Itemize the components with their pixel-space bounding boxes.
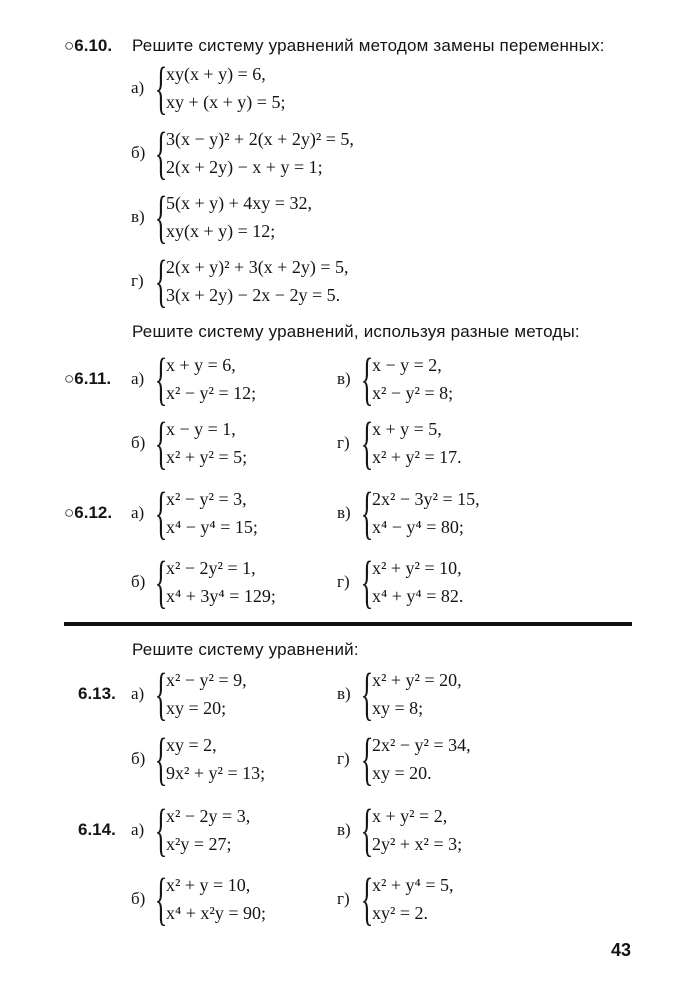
equation: x² − y² = 3, — [166, 489, 247, 509]
equation: x² − 2y = 3, — [166, 806, 251, 826]
equation: x⁴ + 3y⁴ = 129; — [166, 586, 276, 606]
brace-icon: { — [154, 55, 168, 120]
item-label: б) — [131, 889, 146, 908]
item-label: г) — [337, 749, 350, 768]
equation: x² + y² = 5; — [166, 447, 248, 467]
brace-icon: { — [360, 797, 374, 862]
brace-icon: { — [154, 661, 168, 726]
equation: x² + y² = 10, — [372, 558, 462, 578]
equation: xy(x + y) = 12; — [166, 221, 276, 241]
equation: x − y = 2, — [372, 355, 442, 375]
section-prompt: Решите систему уравнений, используя разные методы: — [132, 322, 580, 341]
brace-icon: { — [154, 410, 168, 475]
equation: x² + y = 10, — [166, 875, 251, 895]
item-label: а) — [131, 503, 145, 522]
equation: x² + y⁴ = 5, — [372, 875, 454, 895]
equation: xy + (x + y) = 5; — [166, 92, 286, 112]
equation-system — [360, 797, 463, 862]
brace-icon: { — [360, 410, 374, 475]
problem-number-6-11: ○6.11. — [64, 369, 112, 388]
equation: x⁴ + x²y = 90; — [166, 903, 266, 923]
equation: x²y = 27; — [166, 834, 232, 854]
equation: xy = 20; — [166, 698, 227, 718]
equation-system — [360, 480, 480, 545]
brace-icon: { — [154, 248, 168, 313]
equation: 2(x + 2y) − x + y = 1; — [166, 157, 323, 177]
page-number: 43 — [611, 940, 632, 960]
brace-icon: { — [154, 866, 168, 931]
equation: x² − y² = 8; — [372, 383, 454, 403]
equation: xy = 2, — [166, 735, 217, 755]
equation: 2(x + y)² + 3(x + 2y) = 5, — [166, 257, 349, 277]
item-label: в) — [337, 369, 351, 388]
equation-system — [154, 55, 286, 120]
equation-system — [154, 726, 266, 791]
equation: x⁴ − y⁴ = 80; — [372, 517, 464, 537]
brace-icon: { — [154, 797, 168, 862]
equation: 2y² + x² = 3; — [372, 834, 463, 854]
brace-icon: { — [154, 120, 168, 185]
equation-system — [154, 410, 248, 475]
problem-number-6-13: 6.13. — [78, 684, 116, 703]
equation: x + y = 6, — [166, 355, 236, 375]
equation-system — [154, 549, 276, 614]
equation: x + y² = 2, — [372, 806, 448, 826]
item-label: б) — [131, 572, 146, 591]
problem-number-6-10: ○6.10. — [64, 36, 113, 55]
equation-system — [154, 248, 349, 313]
equation-system — [360, 549, 464, 614]
item-label: б) — [131, 143, 146, 162]
item-label: г) — [337, 572, 350, 591]
problem-number-6-12: ○6.12. — [64, 503, 113, 522]
equation-system — [154, 120, 354, 185]
brace-icon: { — [154, 346, 168, 411]
brace-icon: { — [154, 184, 168, 249]
item-label: а) — [131, 820, 145, 839]
equation: x⁴ + y⁴ = 82. — [372, 586, 464, 606]
equation-system — [360, 866, 454, 931]
brace-icon: { — [360, 346, 374, 411]
item-label: а) — [131, 78, 145, 97]
equation: 2x² − 3y² = 15, — [372, 489, 480, 509]
equation: x + y = 5, — [372, 419, 442, 439]
equation: x⁴ − y⁴ = 15; — [166, 517, 258, 537]
equation: x² − y² = 12; — [166, 383, 257, 403]
problem-prompt-6-10: Решите систему уравнений методом замены переменных: — [132, 36, 605, 55]
equation-system — [154, 797, 251, 862]
brace-icon: { — [360, 726, 374, 791]
brace-icon: { — [154, 480, 168, 545]
equation: xy = 20. — [372, 763, 432, 783]
brace-icon: { — [154, 726, 168, 791]
item-label: а) — [131, 684, 145, 703]
item-label: г) — [131, 271, 144, 290]
item-label: б) — [131, 749, 146, 768]
equation: xy² = 2. — [372, 903, 429, 923]
equation-system — [154, 346, 257, 411]
equation-system — [360, 346, 454, 411]
item-label: в) — [131, 207, 145, 226]
brace-icon: { — [360, 549, 374, 614]
problem-number-6-14: 6.14. — [78, 820, 116, 839]
equation: xy = 8; — [372, 698, 424, 718]
equation: x² − y² = 9, — [166, 670, 247, 690]
equation-system — [154, 480, 258, 545]
equation-system — [360, 726, 471, 791]
equation: 3(x − y)² + 2(x + 2y)² = 5, — [166, 129, 354, 149]
item-label: в) — [337, 684, 351, 703]
brace-icon: { — [360, 480, 374, 545]
section-prompt: Решите систему уравнений: — [132, 640, 359, 659]
item-label: в) — [337, 503, 351, 522]
equation-system — [154, 184, 312, 249]
equation-system — [360, 661, 462, 726]
equation-system — [154, 866, 266, 931]
item-label: а) — [131, 369, 145, 388]
equation: x² − 2y² = 1, — [166, 558, 256, 578]
item-label: в) — [337, 820, 351, 839]
equation: 5(x + y) + 4xy = 32, — [166, 193, 312, 213]
equation: 3(x + 2y) − 2x − 2y = 5. — [166, 285, 341, 305]
equation: x − y = 1, — [166, 419, 236, 439]
item-label: б) — [131, 433, 146, 452]
equation: 2x² − y² = 34, — [372, 735, 471, 755]
equation-system — [360, 410, 462, 475]
equation: x² + y² = 17. — [372, 447, 462, 467]
section-divider — [64, 622, 632, 626]
equation: 9x² + y² = 13; — [166, 763, 266, 783]
brace-icon: { — [360, 866, 374, 931]
item-label: г) — [337, 433, 350, 452]
brace-icon: { — [154, 549, 168, 614]
brace-icon: { — [360, 661, 374, 726]
equation-system — [154, 661, 247, 726]
item-label: г) — [337, 889, 350, 908]
equation: xy(x + y) = 6, — [166, 64, 266, 84]
equation: x² + y² = 20, — [372, 670, 462, 690]
